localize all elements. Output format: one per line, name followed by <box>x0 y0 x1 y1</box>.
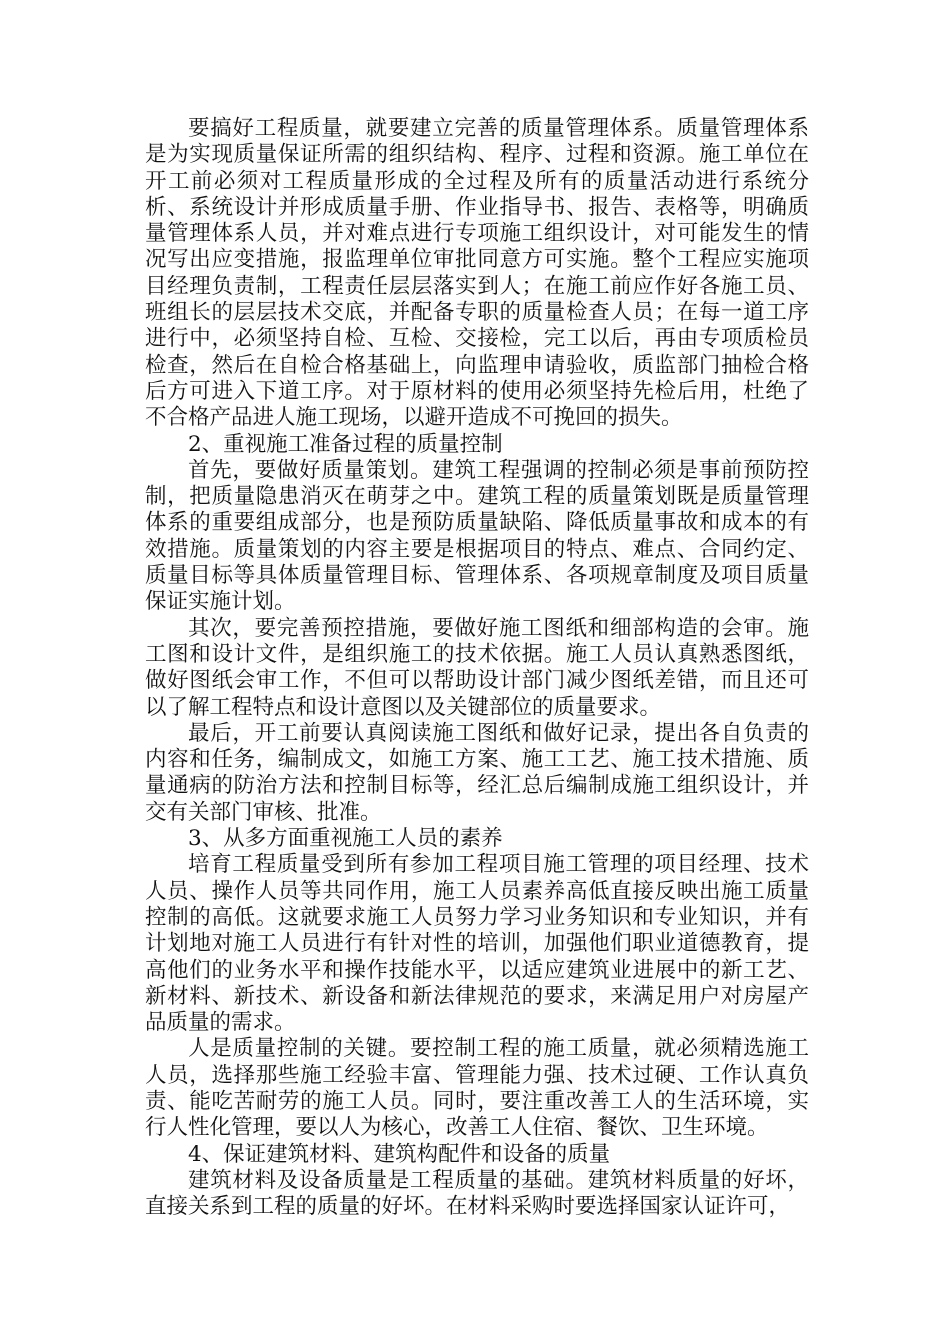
paragraph-drawing-review: 其次，要完善预控措施，要做好施工图纸和细部构造的会审。施工图和设计文件，是组织施工的技术依据。施工人员认真熟悉图纸，做好图纸会审工作，不但可以帮助设计部门减少图纸差错，而且还可以了解工程特点和设计意图以及关键部位的质量要求。 <box>145 615 809 720</box>
section-heading-personnel: 3、从多方面重视施工人员的素养 <box>188 826 503 852</box>
paragraph-quality-system: 要搞好工程质量，就要建立完善的质量管理体系。质量管理体系是为实现质量保证所需的组织结构、程序、过程和资源。施工单位在开工前必须对工程质量形成的全过程及所有的质量活动进行系统分析、系统设计并形成质量手册、作业指导书、报告、表格等，明确质量管理体系人员，并对难点进行专项施工组织设计，对可能发生的情况写出应变措施，报监理单位审批同意方可实施。整个工程应实施项目经理负责制，工程责任层层落实到人；在施工前应作好各施工员、班组长的层层技术交底，并配备专职的质量检查人员；在每一道工序进行中，必须坚持自检、互检、交接检，完工以后，再由专项质检员检查，然后在自检合格基础上，向监理申请验收，质监部门抽检合格后方可进入下道工序。对于原材料的使用必须坚持先检后用，杜绝了不合格产品进人施工现场，以避开造成不可挽回的损失。 <box>145 116 809 431</box>
section-heading-materials: 4、保证建筑材料、建筑构配件和设备的质量 <box>188 1141 611 1167</box>
paragraph-construction-design: 最后，开工前要认真阅读施工图纸和做好记录，提出各自负责的内容和任务，编制成文，如施工方案、施工工艺、施工技术措施、质量通病的防治方法和控制目标等，经汇总后编制成施工组织设计，并交有关部门审核、批准。 <box>145 720 809 825</box>
document-body <box>145 116 809 1220</box>
paragraph-personnel-training: 培育工程质量受到所有参加工程项目施工管理的项目经理、技术人员、操作人员等共同作用，施工人员素养高低直接反映出施工质量控制的高低。这就要求施工人员努力学习业务知识和专业知识，并有计划地对施工人员进行有针对性的培训，加强他们职业道德教育，提高他们的业务水平和操作技能水平，以适应建筑业进展中的新工艺、新材料、新技术、新设备和新法律规范的要求，来满足用户对房屋产品质量的需求。 <box>145 852 809 1036</box>
section-heading-preparation: 2、重视施工准备过程的质量控制 <box>188 431 503 457</box>
paragraph-materials-quality: 建筑材料及设备质量是工程质量的基础。建筑材料质量的好坏，直接关系到工程的质量的好坏。在材料采购时要选择国家认证许可， <box>145 1167 809 1220</box>
paragraph-quality-planning: 首先，要做好质量策划。建筑工程强调的控制必须是事前预防控制，把质量隐患消灭在萌芽之中。建筑工程的质量策划既是质量管理体系的重要组成部分，也是预防质量缺陷、降低质量事故和成本的有效措施。质量策划的内容主要是根据项目的特点、难点、合同约定、质量目标等具体质量管理目标、管理体系、各项规章制度及项目质量保证实施计划。 <box>145 457 809 615</box>
paragraph-personnel-selection: 人是质量控制的关键。要控制工程的施工质量，就必须精选施工人员，选择那些施工经验丰富、管理能力强、技术过硬、工作认真负责、能吃苦耐劳的施工人员。同时，要注重改善工人的生活环境，实行人性化管理，要以人为核心，改善工人住宿、餐饮、卫生环境。 <box>145 1036 809 1141</box>
